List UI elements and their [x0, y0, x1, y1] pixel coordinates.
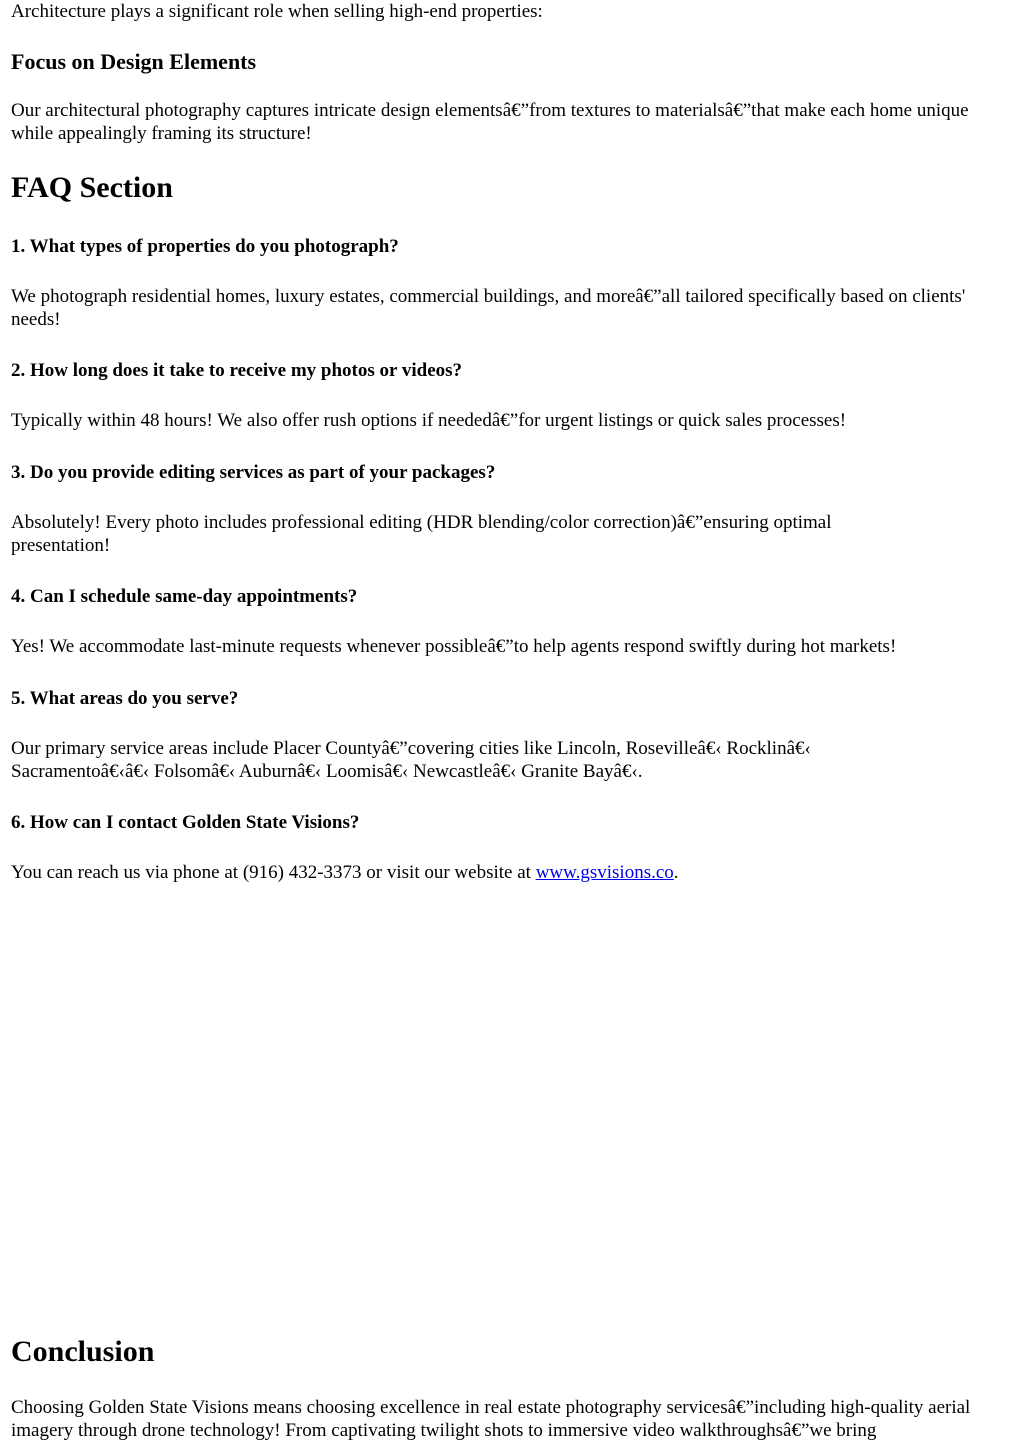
website-link[interactable]: www.gsvisions.co	[535, 862, 674, 883]
faq-question-2: 2. How long does it take to receive my photos or videos?	[11, 360, 463, 381]
faq-answer-3: Absolutely! Every photo includes professional editing (HDR blending/color correction)â€”ensuring optimal presentation!	[11, 512, 832, 556]
faq-answer-5: Our primary service areas include Placer Countyâ€”covering cities like Lincoln, Rosevilleâ€‹ Rocklinâ€‹ Sacramentoâ€‹â€‹ Folsomâ€‹ Auburnâ€‹ Loomisâ€‹ Newcastleâ€‹ Granite Bayâ€‹.	[11, 738, 811, 782]
faq-question-6: 6. How can I contact Golden State Visions?	[11, 812, 360, 833]
faq-question-3: 3. Do you provide editing services as part of your packages?	[11, 462, 496, 483]
intro-text: Architecture plays a significant role when selling high-end properties:	[11, 1, 543, 22]
faq-answer-4: Yes! We accommodate last-minute requests whenever possibleâ€”to help agents respond swiftly during hot markets!	[11, 636, 897, 657]
faq-question-4: 4. Can I schedule same-day appointments?	[11, 586, 358, 607]
faq-heading: FAQ Section	[11, 171, 173, 204]
faq-answer-1: We photograph residential homes, luxury estates, commercial buildings, and moreâ€”all tailored specifically based on clients' needs!	[11, 286, 966, 330]
faq-answer-2: Typically within 48 hours! We also offer rush options if neededâ€”for urgent listings or quick sales processes!	[11, 410, 847, 431]
conclusion-body: Choosing Golden State Visions means choosing excellence in real estate photography servicesâ€”including high-quality aerial imagery through drone technology! From captivating twilight shots to immersive video walkthroughsâ€”we bring	[11, 1397, 971, 1441]
contact-suffix: .	[673, 862, 679, 883]
design-heading: Focus on Design Elements	[11, 49, 257, 74]
contact-text: You can reach us via phone at (916) 432-3373 or visit our website at	[11, 862, 536, 883]
faq-question-1: 1. What types of properties do you photograph?	[11, 236, 399, 257]
conclusion-heading: Conclusion	[11, 1335, 155, 1368]
faq-question-5: 5. What areas do you serve?	[11, 688, 239, 709]
faq-answer-6	[11, 861, 1011, 884]
design-body: Our architectural photography captures intricate design elementsâ€”from textures to materialsâ€”that make each home unique while appealingly framing its structure!	[11, 100, 969, 144]
